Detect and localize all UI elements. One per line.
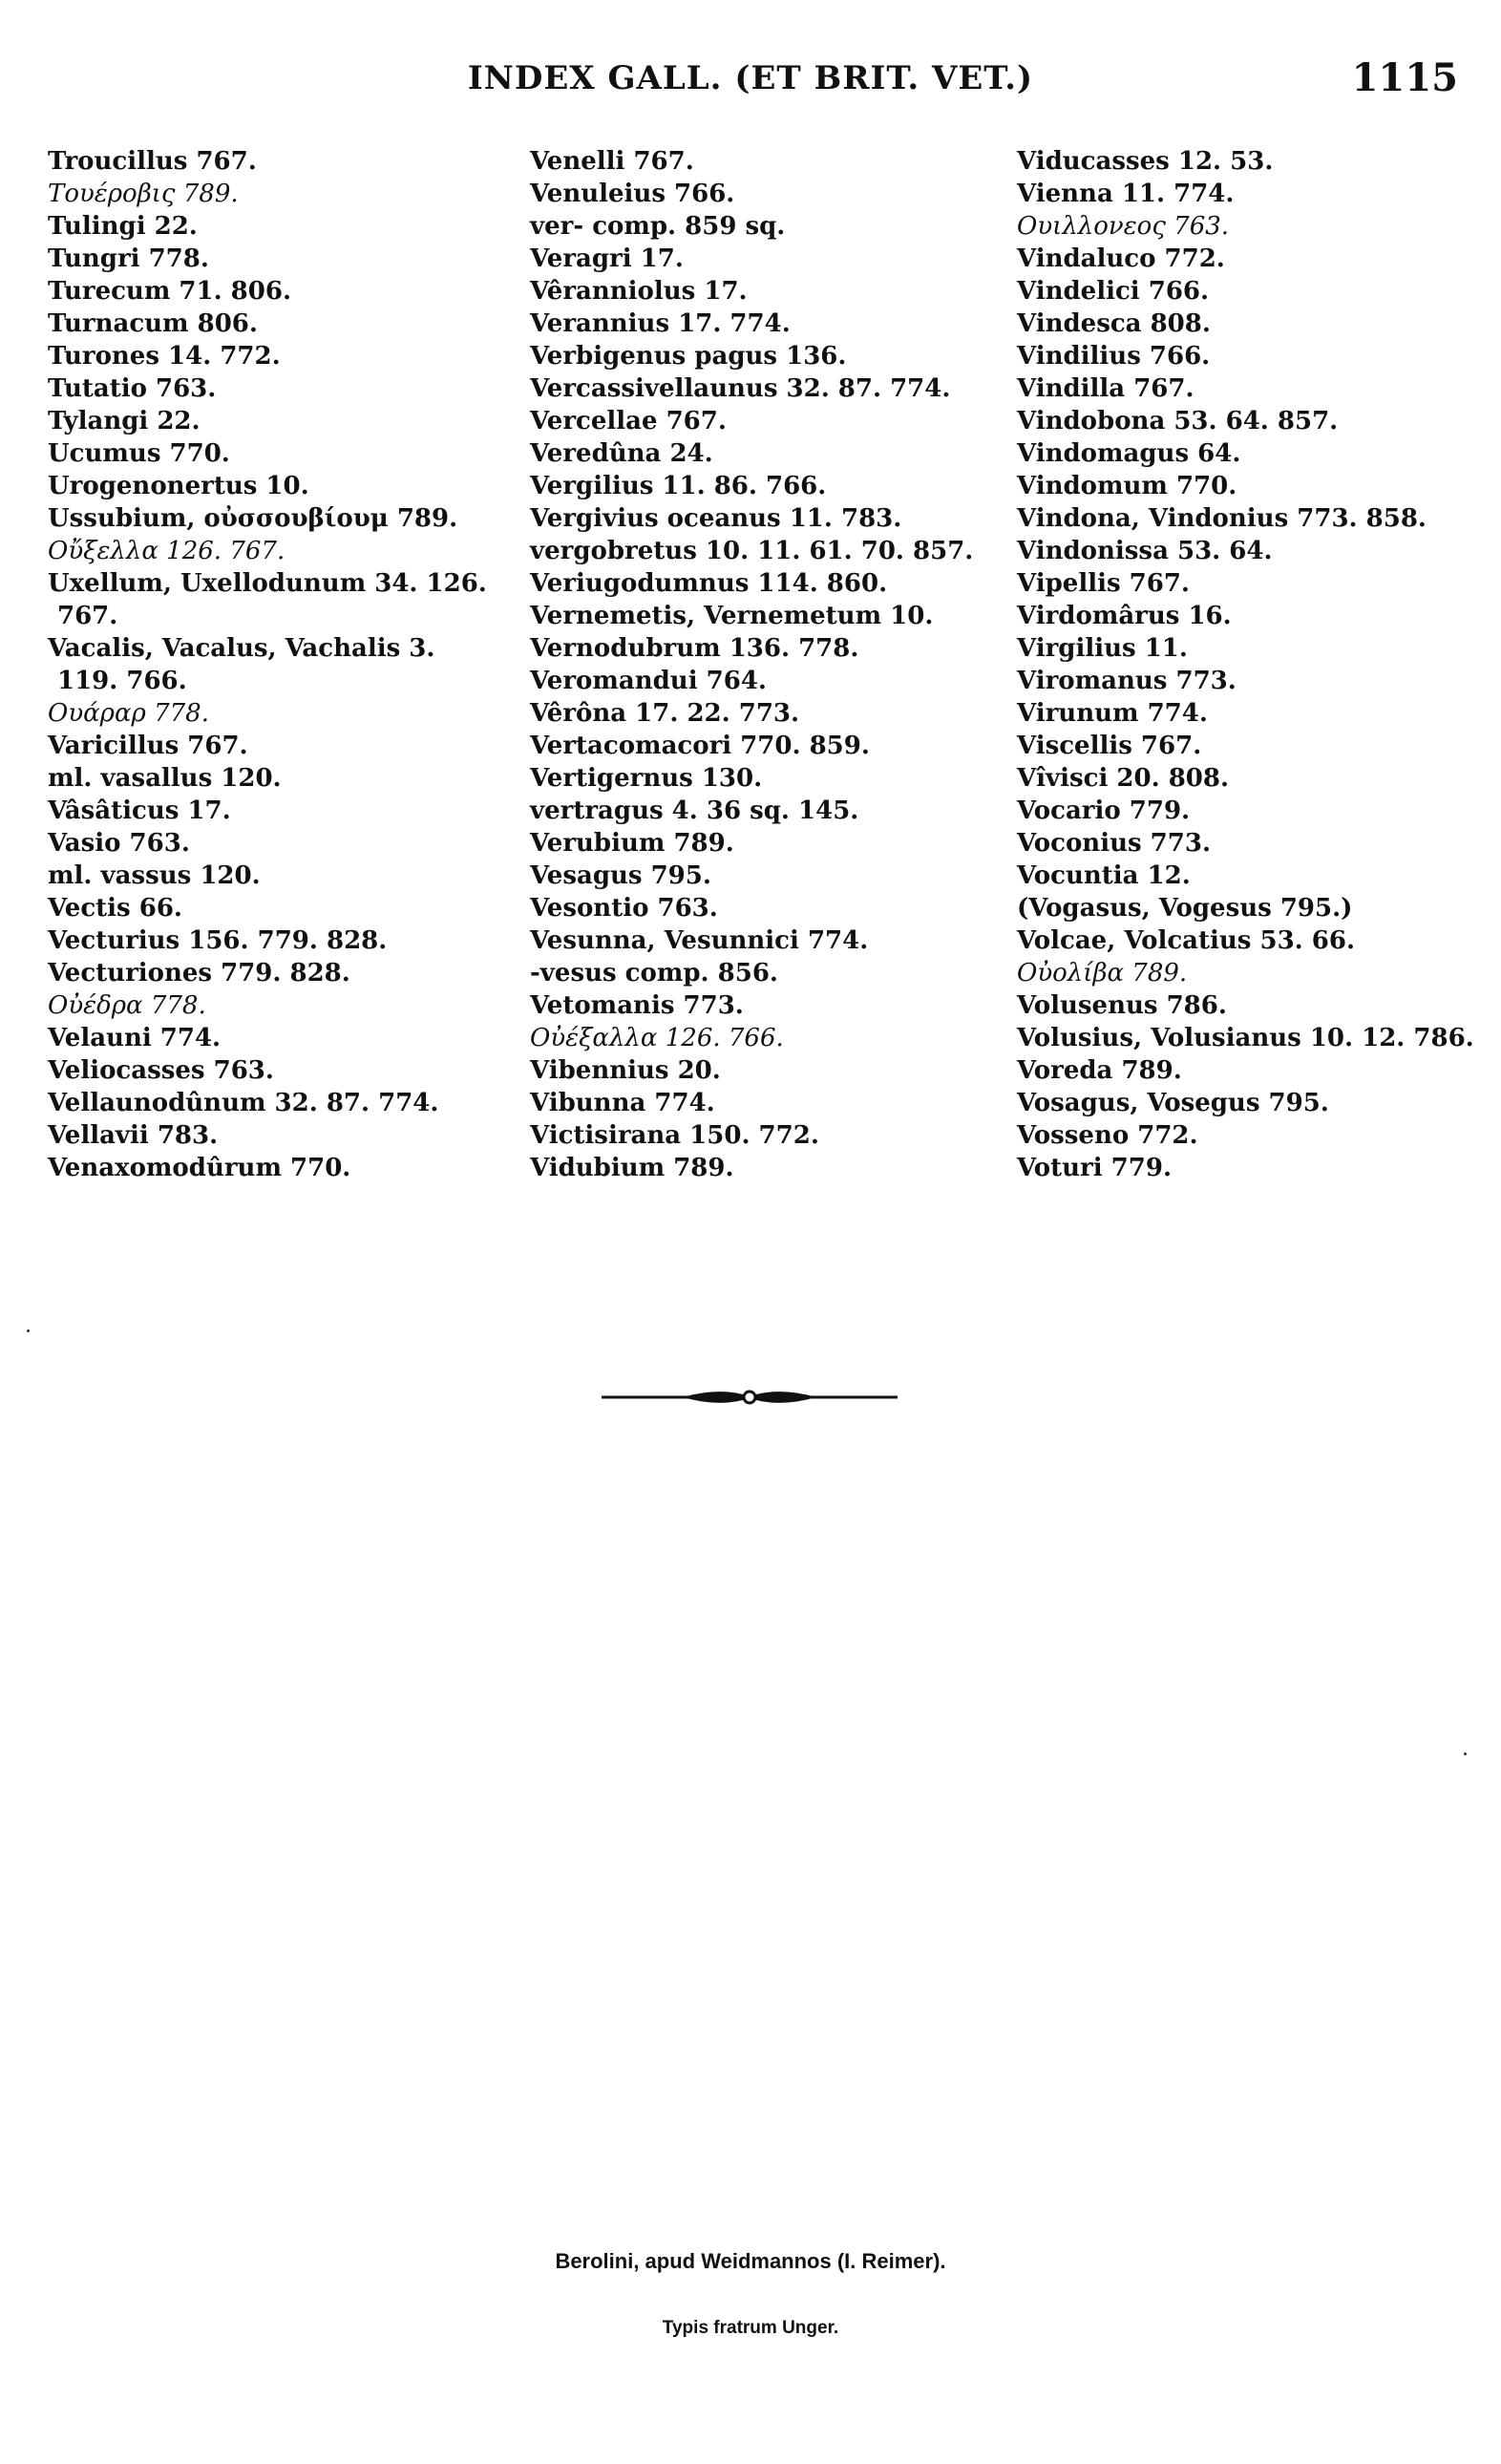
index-entry: Vacalis, Vacalus, Vachalis 3. — [48, 634, 435, 663]
index-entry: Vîvisci 20. 808. — [1017, 764, 1230, 793]
index-entry: Vindaluco 772. — [1017, 244, 1225, 273]
index-entry: vertragus 4. 36 sq. 145. — [530, 797, 859, 825]
index-entry: Venelli 767. — [530, 147, 694, 176]
index-entry: 767. — [57, 602, 118, 630]
index-entry: Veromandui 764. — [530, 667, 767, 695]
index-entry: Vindonissa 53. 64. — [1017, 537, 1273, 565]
index-entry: Vindona, Vindonius 773. 858. — [1017, 504, 1427, 533]
index-entry: Vâsâticus 17. — [48, 797, 231, 825]
index-entry: Vindomagus 64. — [1017, 439, 1241, 468]
index-entry: Tungri 778. — [48, 244, 209, 273]
index-entry: Ussubium, οὐσσουβίουμ 789. — [48, 504, 458, 533]
index-entry: Οὐολίβα 789. — [1017, 959, 1188, 988]
index-entry: Virdomârus 16. — [1017, 602, 1232, 630]
index-entry: Vienna 11. 774. — [1017, 180, 1235, 208]
index-entry: Uxellum, Uxellodunum 34. 126. — [48, 569, 487, 598]
index-entry: Ουιλλονεος 763. — [1017, 212, 1230, 241]
index-entry: Vecturiones 779. 828. — [48, 959, 350, 988]
publisher-imprint: Berolini, apud Weidmannos (I. Reimer). — [555, 2249, 946, 2273]
index-entry: Vecturius 156. 779. 828. — [48, 926, 388, 955]
page-number: 1115 — [1351, 55, 1458, 100]
index-entry: Vertacomacori 770. 859. — [530, 732, 870, 760]
index-entry: 119. 766. — [57, 667, 187, 695]
index-entry: -vesus comp. 856. — [530, 959, 778, 988]
index-entry: Venuleius 766. — [530, 180, 735, 208]
index-entry: Victisirana 150. 772. — [530, 1121, 819, 1150]
index-entry: Vercellae 767. — [530, 407, 727, 435]
index-entry: Volusius, Volusianus 10. 12. 786. — [1017, 1024, 1474, 1052]
index-entry: vergobretus 10. 11. 61. 70. 857. — [530, 537, 974, 565]
index-entry: Velauni 774. — [48, 1024, 222, 1052]
index-entry: Vocuntia 12. — [1017, 861, 1191, 890]
index-entry: Οὐέδρα 778. — [48, 991, 206, 1020]
index-entry: Voconius 773. — [1017, 829, 1211, 858]
paper-speck — [27, 1329, 30, 1332]
index-entry: Vêranniolus 17. — [530, 277, 748, 306]
index-entry: ml. vassus 120. — [48, 861, 261, 890]
index-entry: Vetomanis 773. — [530, 991, 744, 1020]
index-entry: Veredûna 24. — [530, 439, 713, 468]
index-entry: Verannius 17. 774. — [530, 309, 791, 338]
index-entry: Vosagus, Vosegus 795. — [1017, 1089, 1329, 1117]
index-entry: Turones 14. 772. — [48, 342, 281, 371]
printer-imprint: Typis fratrum Unger. — [662, 2318, 839, 2338]
index-entry: (Vogasus, Vogesus 795.) — [1017, 894, 1353, 923]
index-entry: Vindelici 766. — [1017, 277, 1210, 306]
index-entry: Tutatio 763. — [48, 374, 217, 403]
running-header: INDEX GALL. (ET BRIT. VET.) — [467, 59, 1034, 97]
index-entry: Vernodubrum 136. 778. — [530, 634, 859, 663]
index-entry: Tylangi 22. — [48, 407, 201, 435]
index-entry: Vibunna 774. — [530, 1089, 715, 1117]
index-entry: Vesagus 795. — [530, 861, 711, 890]
index-entry: Vêrôna 17. 22. 773. — [530, 699, 800, 728]
index-entry: Turnacum 806. — [48, 309, 258, 338]
index-entry: Vercassivellaunus 32. 87. 774. — [530, 374, 951, 403]
index-entry: Vasio 763. — [48, 829, 190, 858]
index-entry: Vesunna, Vesunnici 774. — [530, 926, 869, 955]
index-entry: Venaxomodûrum 770. — [48, 1154, 351, 1182]
index-entry: Vellavii 783. — [48, 1121, 219, 1150]
index-entry: Viromanus 773. — [1017, 667, 1237, 695]
index-entry: Varicillus 767. — [48, 732, 248, 760]
index-entry: Ουάραρ 778. — [48, 699, 209, 728]
index-entry: Vernemetis, Vernemetum 10. — [530, 602, 934, 630]
index-entry: Volcae, Volcatius 53. 66. — [1017, 926, 1356, 955]
index-entry: Veliocasses 763. — [48, 1056, 274, 1085]
index-entry: Verubium 789. — [530, 829, 734, 858]
index-entry: Τουέροβις 789. — [48, 180, 239, 208]
ornament-divider — [602, 1383, 898, 1412]
index-entry: Viscellis 767. — [1017, 732, 1202, 760]
paper-speck — [1464, 1752, 1467, 1755]
index-entry: Vesontio 763. — [530, 894, 718, 923]
index-entry: Vergilius 11. 86. 766. — [530, 472, 827, 500]
index-entry: Virunum 774. — [1017, 699, 1208, 728]
index-entry: Ucumus 770. — [48, 439, 230, 468]
index-column-1 — [48, 145, 525, 1184]
index-entry: Voreda 789. — [1017, 1056, 1182, 1085]
index-column-3 — [1017, 145, 1494, 1184]
index-entry: Vergivius oceanus 11. 783. — [530, 504, 902, 533]
index-entry: Verbigenus pagus 136. — [530, 342, 847, 371]
index-entry: Veriugodumnus 114. 860. — [530, 569, 888, 598]
index-entry: Vindesca 808. — [1017, 309, 1211, 338]
index-entry: Vindobona 53. 64. 857. — [1017, 407, 1339, 435]
index-entry: ver- comp. 859 sq. — [530, 212, 786, 241]
index-entry: ml. vasallus 120. — [48, 764, 282, 793]
index-entry: Vidubium 789. — [530, 1154, 734, 1182]
index-entry: Οὔξελλα 126. 767. — [48, 537, 285, 565]
index-entry: Vectis 66. — [48, 894, 182, 923]
index-entry: Veragri 17. — [530, 244, 684, 273]
index-entry: Volusenus 786. — [1017, 991, 1227, 1020]
index-entry: Vindilla 767. — [1017, 374, 1194, 403]
index-entry: Tulingi 22. — [48, 212, 198, 241]
index-entry: Vosseno 772. — [1017, 1121, 1198, 1150]
index-entry: Οὐέξαλλα 126. 766. — [530, 1024, 784, 1052]
index-entry: Virgilius 11. — [1017, 634, 1188, 663]
index-entry: Urogenonertus 10. — [48, 472, 309, 500]
index-entry: Vipellis 767. — [1017, 569, 1190, 598]
index-entry: Troucillus 767. — [48, 147, 257, 176]
index-column-2 — [530, 145, 1007, 1184]
index-entry: Vellaunodûnum 32. 87. 774. — [48, 1089, 439, 1117]
index-entry: Vocario 779. — [1017, 797, 1191, 825]
index-entry: Vibennius 20. — [530, 1056, 721, 1085]
index-entry: Turecum 71. 806. — [48, 277, 292, 306]
index-entry: Vindilius 766. — [1017, 342, 1211, 371]
index-entry: Voturi 779. — [1017, 1154, 1172, 1182]
index-entry: Viducasses 12. 53. — [1017, 147, 1274, 176]
index-entry: Vindomum 770. — [1017, 472, 1237, 500]
index-entry: Vertigernus 130. — [530, 764, 763, 793]
